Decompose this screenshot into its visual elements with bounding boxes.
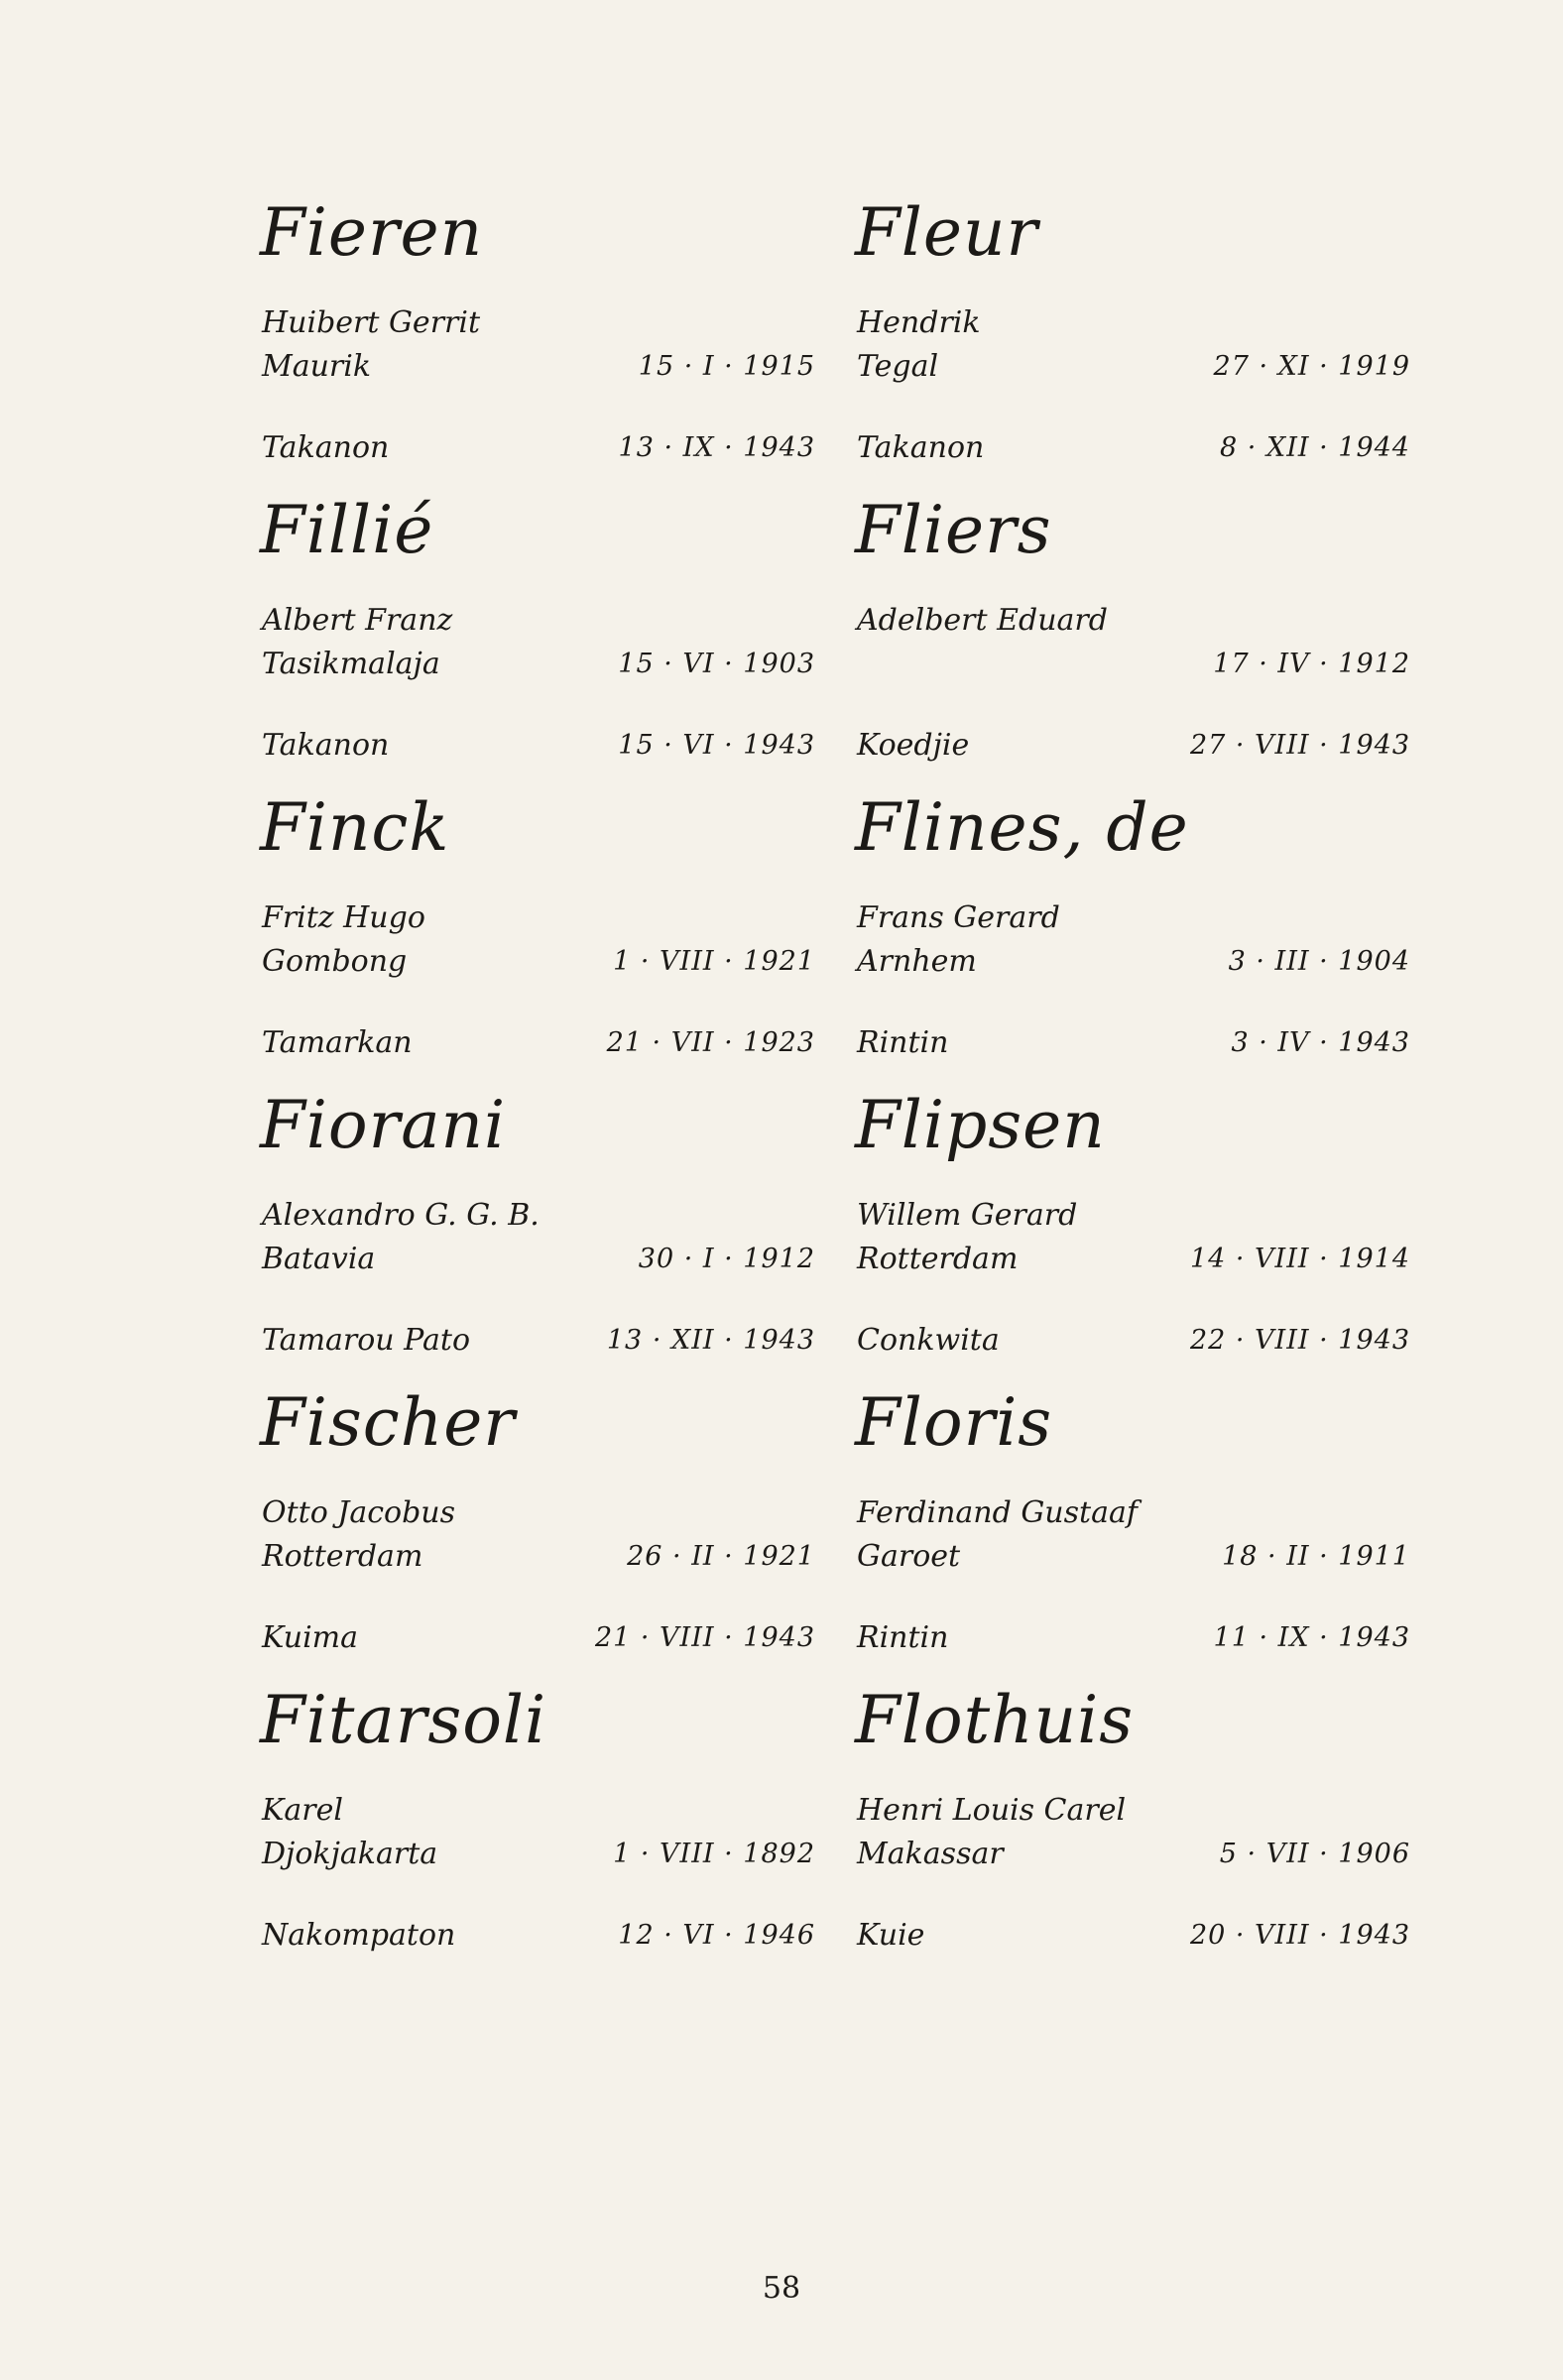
birth-date: 15 · I · 1915 (638, 351, 815, 382)
surname: Flipsen (855, 1087, 1106, 1163)
surname: Finck (260, 789, 450, 866)
surname: Fleur (855, 194, 1039, 271)
given-names: Karel (262, 1793, 343, 1828)
surname: Flines, de (855, 789, 1189, 866)
name-entry (855, 1378, 1410, 1676)
left-column (260, 188, 815, 1973)
birth-date: 30 · I · 1912 (638, 1244, 815, 1274)
death-place: Koedjie (857, 728, 970, 763)
surname: Fischer (260, 1384, 516, 1461)
page-number: 58 (762, 2271, 801, 2306)
right-column (855, 188, 1410, 1973)
birth-place: Maurik (262, 349, 372, 384)
death-place: Nakompaton (262, 1918, 456, 1953)
birth-place: Batavia (262, 1242, 376, 1276)
surname: Flothuis (855, 1682, 1135, 1758)
birth-date: 5 · VII · 1906 (1219, 1839, 1410, 1869)
death-place: Rintin (857, 1620, 949, 1655)
surname: Fiorani (260, 1087, 507, 1163)
death-date: 12 · VI · 1946 (618, 1920, 815, 1951)
birth-date: 3 · III · 1904 (1228, 946, 1410, 977)
birth-date: 15 · VI · 1903 (618, 649, 815, 679)
name-entry (260, 1676, 815, 1973)
given-names: Henri Louis Carel (857, 1793, 1127, 1828)
name-entry (260, 188, 815, 486)
name-entry (260, 486, 815, 783)
death-date: 8 · XII · 1944 (1220, 432, 1410, 463)
birth-place: Makassar (857, 1837, 1004, 1871)
death-place: Tamarou Pato (262, 1323, 470, 1358)
death-date: 15 · VI · 1943 (618, 730, 815, 761)
death-place: Kuie (857, 1918, 925, 1953)
given-names: Alexandro G. G. B. (262, 1198, 540, 1233)
given-names: Huibert Gerrit (262, 305, 481, 340)
birth-date: 1 · VIII · 1892 (613, 1839, 815, 1869)
birth-place: Tegal (857, 349, 939, 384)
death-place: Kuima (262, 1620, 359, 1655)
given-names: Albert Franz (262, 603, 453, 638)
surname: Fitarsoli (260, 1682, 547, 1758)
birth-date: 1 · VIII · 1921 (613, 946, 815, 977)
surname: Fieren (260, 194, 484, 271)
name-entry (855, 783, 1410, 1081)
name-entry (855, 1081, 1410, 1378)
birth-date: 27 · XI · 1919 (1213, 351, 1410, 382)
death-date: 11 · IX · 1943 (1213, 1622, 1410, 1653)
given-names: Willem Gerard (857, 1198, 1078, 1233)
death-date: 21 · VII · 1923 (606, 1027, 815, 1058)
birth-place: Rotterdam (857, 1242, 1019, 1276)
birth-date: 18 · II · 1911 (1222, 1541, 1410, 1572)
surname: Fliers (855, 492, 1052, 568)
name-entry (260, 783, 815, 1081)
birth-date: 14 · VIII · 1914 (1189, 1244, 1410, 1274)
death-date: 3 · IV · 1943 (1231, 1027, 1410, 1058)
name-entry (855, 1676, 1410, 1973)
birth-place: Tasikmalaja (262, 647, 440, 681)
birth-place: Arnhem (857, 944, 977, 979)
birth-date: 26 · II · 1921 (627, 1541, 815, 1572)
birth-place: Rotterdam (262, 1539, 423, 1574)
name-entry (260, 1378, 815, 1676)
name-entry (855, 188, 1410, 486)
given-names: Frans Gerard (857, 900, 1060, 935)
given-names: Otto Jacobus (262, 1495, 455, 1530)
death-date: 13 · IX · 1943 (618, 432, 815, 463)
birth-place: Djokjakarta (262, 1837, 438, 1871)
birth-place: Garoet (857, 1539, 961, 1574)
death-place: Takanon (857, 430, 985, 465)
name-entry (855, 486, 1410, 783)
death-date: 13 · XII · 1943 (606, 1325, 815, 1356)
death-date: 20 · VIII · 1943 (1189, 1920, 1410, 1951)
given-names: Adelbert Eduard (857, 603, 1108, 638)
death-place: Rintin (857, 1025, 949, 1060)
death-place: Takanon (262, 728, 390, 763)
given-names: Fritz Hugo (262, 900, 425, 935)
death-date: 22 · VIII · 1943 (1189, 1325, 1410, 1356)
birth-date: 17 · IV · 1912 (1213, 649, 1410, 679)
surname: Fillié (260, 492, 434, 568)
death-place: Takanon (262, 430, 390, 465)
name-entry (260, 1081, 815, 1378)
death-date: 27 · VIII · 1943 (1189, 730, 1410, 761)
given-names: Ferdinand Gustaaf (857, 1495, 1138, 1530)
birth-place: Gombong (262, 944, 408, 979)
death-place: Conkwita (857, 1323, 1000, 1358)
death-place: Tamarkan (262, 1025, 413, 1060)
given-names: Hendrik (857, 305, 981, 340)
surname: Floris (855, 1384, 1053, 1461)
death-date: 21 · VIII · 1943 (594, 1622, 815, 1653)
